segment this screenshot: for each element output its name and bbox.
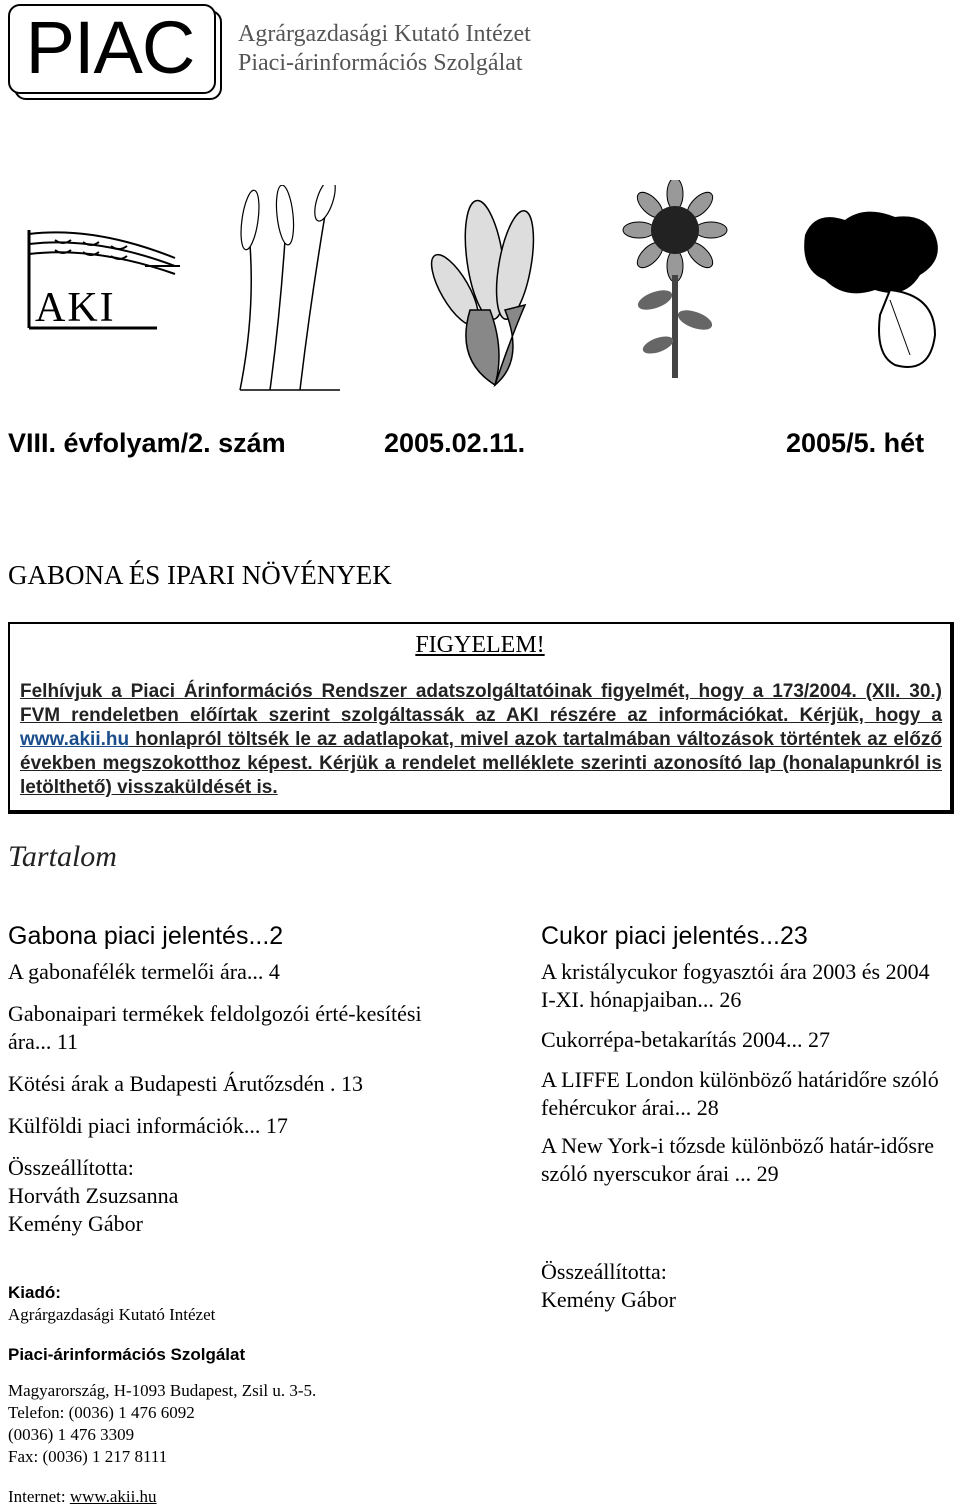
corn-illustration [415,190,545,390]
publisher-fax: Fax: (0036) 1 217 8111 [8,1447,168,1466]
toc-right-column [541,922,941,1314]
issue-date: 2005.02.11. [384,428,526,458]
institute-header [238,20,531,78]
toc-item: A LIFFE London különböző határidőre szóló fehércukor árai... 28 [541,1067,939,1120]
notice-title: FIGYELEM! [415,632,545,658]
wheat-illustration [230,185,350,395]
notice-box [8,622,954,814]
compiler-name: Kemény Gábor [541,1287,677,1312]
toc-item: Cukorrépa-betakarítás 2004... 27 [541,1027,830,1052]
aki-logo [25,220,185,340]
sunflower-illustration [610,180,740,380]
aki-logo-text: AKI [35,285,116,331]
toc-item: Kötési árak a Budapesti Árutőzsdén . 13 [8,1071,363,1096]
sunflower-icon [610,180,740,380]
corn-icon [415,190,545,390]
publisher-name: Agrárgazdasági Kutató Intézet [8,1305,216,1324]
internet-link[interactable]: www.akii.hu [69,1487,157,1506]
notice-text-2: honlapról töltsék le az adatlapokat, mivel azok tartalmában változások történtek az előző években megszokotthoz képest. Kérjük a rendelet melléklete szerinti azonosító lap (honalapunkról is letölthető) visszaküldését is. [20,729,942,798]
institute-name: Agrárgazdasági Kutató Intézet [238,21,531,47]
toc-item: Külföldi piaci információk... 17 [8,1113,288,1138]
internet-label: Internet: [8,1487,70,1506]
compiler-name: Horváth Zsuzsanna [8,1183,179,1208]
publisher-phone-2: (0036) 1 476 3309 [8,1425,135,1444]
compiler-name: Kemény Gábor [8,1211,144,1236]
toc-heading-grain: Gabona piaci jelentés...2 [8,922,284,950]
compiled-label-left: Összeállította: [8,1155,134,1180]
wheat-icon [230,185,350,395]
notice-body [20,680,942,800]
toc-heading-sugar: Cukor piaci jelentés...23 [541,922,808,950]
issue-volume: VIII. évfolyam/2. szám [8,428,286,458]
publisher-block [8,1282,508,1508]
piac-logo-text: PIAC [25,5,195,89]
sugar-beet-icon [795,205,945,380]
institute-service: Piaci-árinformációs Szolgálat [238,50,523,76]
publisher-phone-1: Telefon: (0036) 1 476 6092 [8,1403,195,1422]
publisher-service: Piaci-árinformációs Szolgálat [8,1345,246,1364]
toc-left-column [8,922,428,1238]
publisher-internet [8,1486,508,1508]
issue-week: 2005/5. hét [786,428,925,458]
notice-text-1: Felhívjuk a Piaci Árinformációs Rendszer adatszolgáltatóinak figyelmét, hogy a 173/2004. (XII. 30.) FVM rendeletben előírtak szerint szolgáltassák az AKI részére az információkat. Kérjük, hogy a [20,681,942,726]
piac-logo [8,4,220,98]
toc-title: Tartalom [8,840,117,873]
compiled-label-right: Összeállította: [541,1259,667,1284]
sugar-beet-illustration [795,205,945,380]
toc-item: A gabonafélék termelői ára... 4 [8,959,280,984]
toc-item: A kristálycukor fogyasztói ára 2003 és 2004 I-XI. hónapjaiban... 26 [541,959,930,1012]
toc-item: Gabonaipari termékek feldolgozói érté-kesítési ára... 11 [8,1001,422,1054]
publisher-address: Magyarország, H-1093 Budapest, Zsil u. 3-5. [8,1381,317,1400]
section-title: GABONA ÉS IPARI NÖVÉNYEK [8,560,392,590]
notice-website-link[interactable]: www.akii.hu [20,729,130,750]
toc-item: A New York-i tőzsde különböző határ-idősre szóló nyerscukor árai ... 29 [541,1133,935,1186]
publisher-label: Kiadó: [8,1283,61,1302]
